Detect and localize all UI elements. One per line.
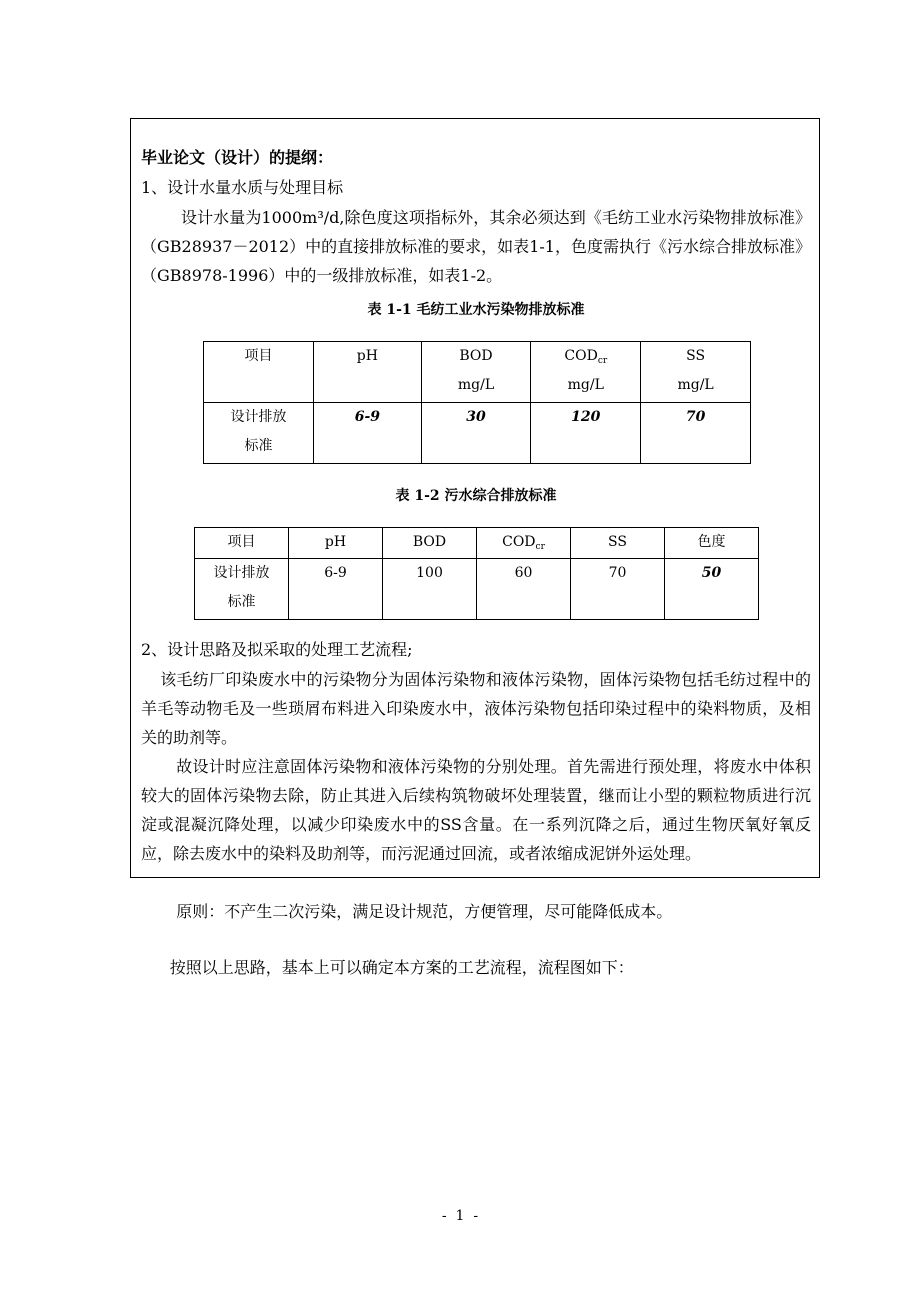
table-1-value-cod: 120 bbox=[531, 403, 641, 464]
table-2-header-row bbox=[195, 528, 759, 559]
table-1-col-bod: BOD mg/L bbox=[421, 342, 531, 403]
table-1-value-ph: 6-9 bbox=[314, 403, 422, 464]
table-1-header-label: 项目 bbox=[204, 342, 314, 403]
section-2-paragraph-2: 故设计时应注意固体污染物和液体污染物的分别处理。首先需进行预处理，将废水中体积较大的固体污染物去除，防止其进入后续构筑物破坏处理装置，继而让小型的颗粒物质进行沉淀或混凝沉降处理，以减少印染废水中的SS含量。在一系列沉降之后，通过生物厌氧好氧反应，除去废水中的染料及助剂等，而污泥通过回流，或者浓缩成泥饼外运处理。 bbox=[141, 757, 811, 863]
outline-heading: 毕业论文（设计）的提纲： bbox=[141, 148, 334, 167]
table-1 bbox=[203, 341, 751, 464]
table-2-col-cod: $COD_{cr}$ bbox=[477, 528, 571, 559]
section-1-paragraph: 设计水量为1000m³/d,除色度这项指标外，其余必须达到《毛纺工业水污染物排放标准》（GB28937－2012）中的直接排放标准的要求，如表1-1，色度需执行《污水综合排放标准》（GB8978-1996）中的一级排放标准，如表1-2。 bbox=[141, 208, 811, 285]
table-2-col-ss: SS bbox=[571, 528, 665, 559]
table-2-value-ph: 6-9 bbox=[289, 559, 383, 620]
table-2-col-chroma: 色度 bbox=[665, 528, 759, 559]
table-1-col-ss: SS mg/L bbox=[641, 342, 751, 403]
table-2-value-ss: 70 bbox=[571, 559, 665, 620]
section-2-paragraph-4: 按照以上思路，基本上可以确定本方案的工艺流程，流程图如下： bbox=[169, 958, 634, 977]
section-1-title: 1、设计水量水质与处理目标 bbox=[141, 178, 344, 197]
section-2-paragraph-3: 原则：不产生二次污染，满足设计规范，方便管理，尽可能降低成本。 bbox=[176, 902, 673, 921]
table-1-row-label: 设计排放标准 bbox=[204, 403, 314, 464]
table-2-value-cod: 60 bbox=[477, 559, 571, 620]
table-1-value-bod: 30 bbox=[421, 403, 531, 464]
table-2-value-bod: 100 bbox=[383, 559, 477, 620]
table-1-col-ph: pH bbox=[314, 342, 422, 403]
table-2-value-row bbox=[195, 559, 759, 620]
table-2-col-bod: BOD bbox=[383, 528, 477, 559]
section-2-title: 2、设计思路及拟采取的处理工艺流程; bbox=[141, 640, 413, 659]
table-1-value-ss: 70 bbox=[641, 403, 751, 464]
table-2 bbox=[194, 527, 759, 620]
section-2-paragraph-1: 该毛纺厂印染废水中的污染物分为固体污染物和液体污染物，固体污染物包括毛纺过程中的羊毛等动物毛及一些琐屑布料进入印染废水中，液体污染物包括印染过程中的染料物质，及相关的助剂等。 bbox=[141, 670, 811, 747]
table-2-header-label: 项目 bbox=[195, 528, 289, 559]
table-1-caption: 表 1-1 毛纺工业水污染物排放标准 bbox=[367, 302, 585, 318]
table-1-col-cod: $COD_{cr}$ mg/L bbox=[531, 342, 641, 403]
table-2-value-chroma: 50 bbox=[665, 559, 759, 620]
table-2-row-label: 设计排放标准 bbox=[195, 559, 289, 620]
page-number: - 1 - bbox=[441, 1208, 479, 1224]
outline-frame bbox=[130, 118, 820, 977]
table-1-value-row bbox=[204, 403, 751, 464]
table-1-header-row bbox=[204, 342, 751, 403]
table-2-col-ph: pH bbox=[289, 528, 383, 559]
table-2-caption: 表 1-2 污水综合排放标准 bbox=[395, 488, 557, 504]
